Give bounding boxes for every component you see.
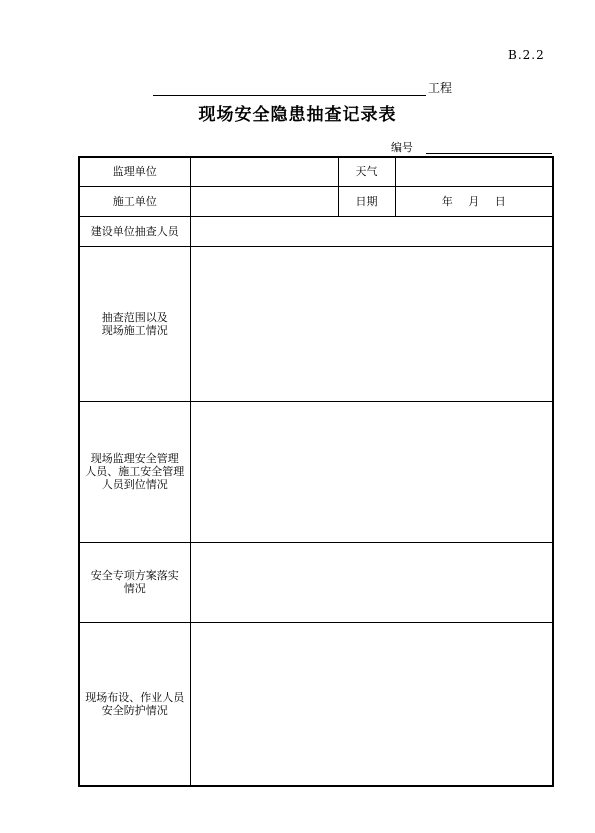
table-row bbox=[79, 246, 553, 401]
table-row bbox=[79, 622, 553, 786]
inspectors-field[interactable] bbox=[190, 216, 553, 246]
weather-label: 天气 bbox=[338, 157, 395, 186]
personnel-label: 现场监理安全管理 人员、施工安全管理 人员到位情况 bbox=[79, 401, 190, 542]
supervision-unit-field[interactable] bbox=[190, 157, 338, 186]
table-row bbox=[79, 401, 553, 542]
construction-unit-field[interactable] bbox=[190, 186, 338, 216]
record-table bbox=[78, 156, 554, 787]
table-row bbox=[79, 186, 553, 216]
personnel-field[interactable] bbox=[190, 401, 553, 542]
project-name-line[interactable] bbox=[153, 95, 426, 96]
date-field[interactable] bbox=[395, 186, 553, 216]
construction-unit-label: 施工单位 bbox=[79, 186, 190, 216]
scope-field[interactable] bbox=[190, 246, 553, 401]
project-suffix: 工程 bbox=[428, 81, 453, 95]
form-code: B.2.2 bbox=[508, 48, 545, 62]
number-field-line[interactable] bbox=[426, 153, 552, 154]
table-row bbox=[79, 216, 553, 246]
site-layout-label: 现场布设、作业人员 安全防护情况 bbox=[79, 622, 190, 786]
date-label: 日期 bbox=[338, 186, 395, 216]
supervision-unit-label: 监理单位 bbox=[79, 157, 190, 186]
date-month: 月 bbox=[468, 194, 480, 208]
table-row bbox=[79, 542, 553, 622]
number-label: 编号 bbox=[391, 141, 413, 154]
date-day: 日 bbox=[494, 194, 506, 208]
inspectors-label: 建设单位抽查人员 bbox=[79, 216, 190, 246]
site-layout-field[interactable] bbox=[190, 622, 553, 786]
table-row bbox=[79, 157, 553, 186]
special-plan-label: 安全专项方案落实 情况 bbox=[79, 542, 190, 622]
weather-field[interactable] bbox=[395, 157, 553, 186]
scope-label: 抽查范围以及 现场施工情况 bbox=[79, 246, 190, 401]
page-title: 现场安全隐患抽查记录表 bbox=[198, 105, 397, 125]
special-plan-field[interactable] bbox=[190, 542, 553, 622]
date-year: 年 bbox=[441, 194, 453, 208]
